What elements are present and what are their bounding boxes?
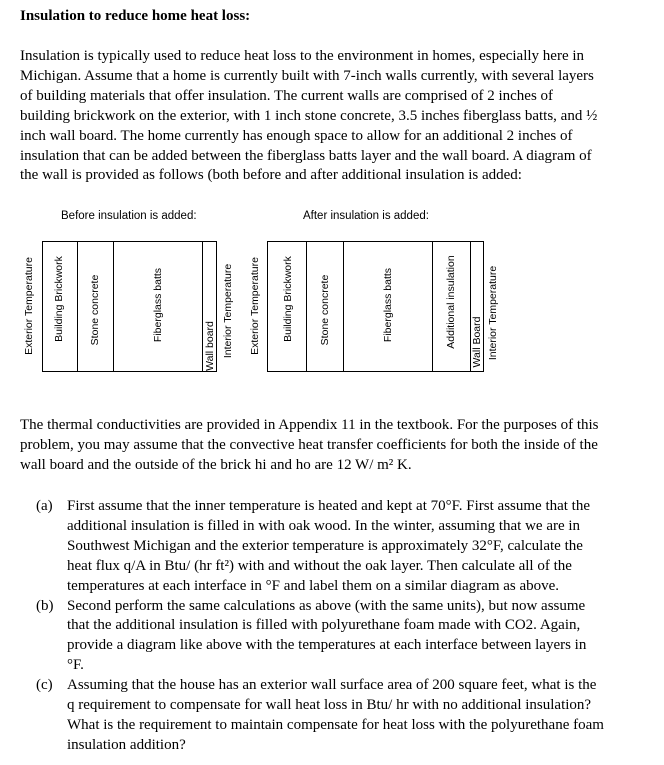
question-line: temperatures at each interface in °F and label them on a similar diagram as above. bbox=[67, 577, 560, 594]
question-line: Second perform the same calculations as above (with the same units), but now assume bbox=[67, 597, 586, 614]
exterior-temperature-label: Exterior Temperature bbox=[23, 257, 35, 355]
intro-line: of building materials that offer insulation. The current walls are comprised of 2 inches of bbox=[20, 87, 554, 104]
question-marker: (c) bbox=[36, 677, 53, 694]
layer-label: Stone concrete bbox=[89, 274, 101, 346]
layer-additional-insulation bbox=[433, 241, 471, 372]
layer-label: Additional insulation bbox=[445, 255, 457, 349]
question-line: Southwest Michigan and the exterior temperature is approximately 32°F, calculate the bbox=[67, 537, 583, 554]
layer-wall-board bbox=[471, 241, 484, 372]
wall-diagram-after bbox=[243, 241, 503, 372]
layer-label: Building Brickwork bbox=[282, 256, 294, 342]
question-line: insulation addition? bbox=[67, 736, 186, 753]
thermal-line: wall board and the outside of the brick hi and ho are 12 W/ m² K. bbox=[20, 456, 412, 473]
question-b bbox=[36, 597, 646, 677]
question-marker: (b) bbox=[36, 597, 54, 614]
wall-diagram-before bbox=[15, 241, 245, 372]
intro-line: Michigan. Assume that a home is currently built with 7-inch walls currently, with several layers bbox=[20, 67, 594, 84]
intro-line: insulation that can be added between the fiberglass batts layer and the wall board. A diagram of bbox=[20, 147, 592, 164]
intro-line: building brickwork on the exterior, with 1 inch stone concrete, 3.5 inches fiberglass batts, and ½ bbox=[20, 107, 598, 124]
question-line: °F. bbox=[67, 657, 84, 674]
intro-line: the wall is provided as follows (both before and after additional insulation is added: bbox=[20, 167, 522, 184]
intro-line: Insulation is typically used to reduce heat loss to the environment in homes, especially here in bbox=[20, 48, 585, 64]
after-diagram-title: After insulation is added: bbox=[303, 210, 429, 222]
layer-fiberglass-batts bbox=[344, 241, 433, 372]
question-line: additional insulation is filled in with oak wood. In the winter, assuming that we are in bbox=[67, 517, 581, 534]
layer-wall-board bbox=[203, 241, 217, 372]
interior-temperature-label: Interior Temperature bbox=[487, 265, 499, 361]
layer-stone-concrete bbox=[307, 241, 344, 372]
question-line: that the additional insulation is filled with polyurethane foam made with CO2. Again, bbox=[67, 617, 581, 634]
layer-label: Stone concrete bbox=[319, 274, 331, 346]
question-line: First assume that the inner temperature is heated and kept at 70°F. First assume that the bbox=[67, 498, 591, 514]
document-title: Insulation to reduce home heat loss: bbox=[20, 8, 251, 24]
thermal-line: problem, you may assume that the convective heat transfer coefficients for both the inside of the bbox=[20, 436, 598, 453]
question-line: Assuming that the house has an exterior wall surface area of 200 square feet, what is the bbox=[67, 677, 597, 694]
thermal-paragraph bbox=[20, 416, 642, 476]
thermal-line: The thermal conductivities are provided in Appendix 11 in the textbook. For the purposes of this bbox=[20, 417, 599, 433]
question-line: What is the requirement to maintain compensate for heat loss with the polyurethane foam bbox=[67, 716, 604, 733]
question-line: heat flux q/A in Btu/ (hr ft²) with and without the oak layer. Then calculate all of the bbox=[67, 557, 572, 574]
question-a bbox=[36, 497, 646, 597]
layer-building-brickwork bbox=[267, 241, 307, 372]
intro-line: inch wall board. The home currently has enough space to allow for an additional 2 inches of bbox=[20, 127, 573, 144]
layer-fiberglass-batts bbox=[114, 241, 203, 372]
layer-label: Wall board bbox=[204, 321, 216, 371]
layer-label: Building Brickwork bbox=[53, 256, 65, 342]
question-line: q requirement to compensate for wall heat loss in Btu/ hr with no additional insulation? bbox=[67, 697, 592, 714]
layer-label: Fiberglass batts bbox=[152, 267, 164, 343]
before-diagram-title: Before insulation is added: bbox=[61, 210, 197, 222]
interior-temperature-label: Interior Temperature bbox=[222, 263, 234, 359]
layer-building-brickwork bbox=[42, 241, 78, 372]
question-line: provide a diagram like above with the temperatures at each interface between layers in bbox=[67, 637, 587, 654]
layer-label: Fiberglass batts bbox=[382, 267, 394, 343]
question-list bbox=[36, 497, 646, 756]
question-marker: (a) bbox=[36, 498, 53, 514]
intro-paragraph bbox=[20, 47, 642, 186]
layer-stone-concrete bbox=[78, 241, 114, 372]
exterior-temperature-label: Exterior Temperature bbox=[249, 257, 261, 355]
layer-label: Wall Board bbox=[471, 316, 483, 368]
question-c bbox=[36, 676, 646, 756]
